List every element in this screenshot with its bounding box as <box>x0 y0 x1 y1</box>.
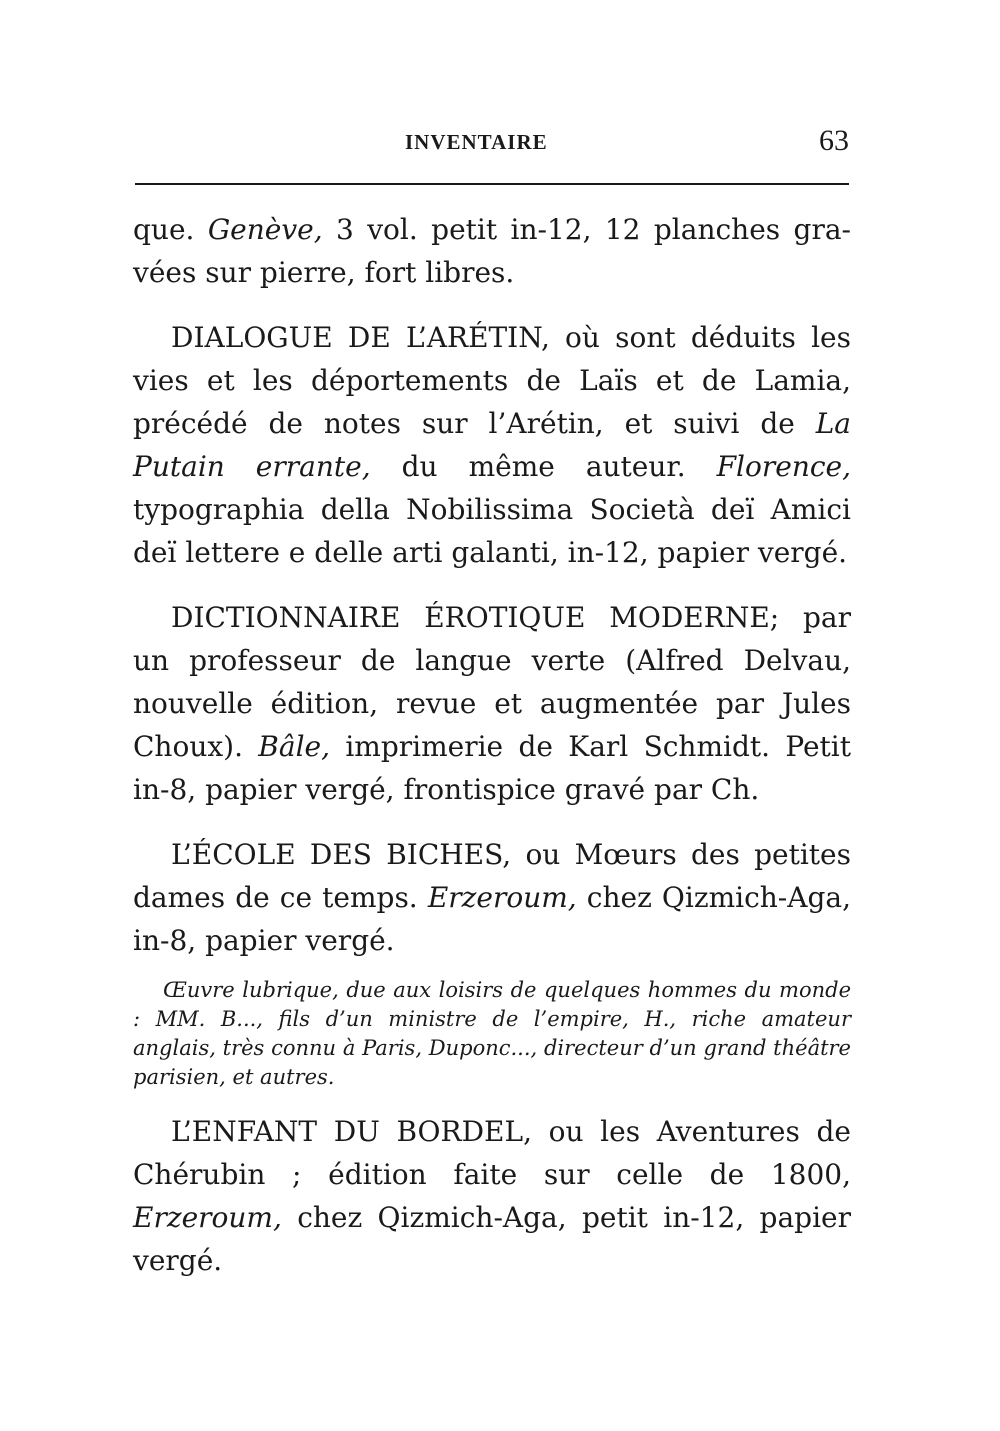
entry-text: L’ÉCOLE DES BICHES, ou Mœurs des petites dames de ce temps. <box>133 838 851 914</box>
entry-place: Erzeroum, <box>133 1201 282 1234</box>
entry-text: chez Qizmich-Aga, petit in-12, papier vergé. <box>133 1201 851 1277</box>
entry-dictionnaire-erotique <box>133 596 851 811</box>
entry-text: que. <box>133 213 208 246</box>
entry-text: chez Qizmich-Aga, in-8, papier vergé. <box>133 881 851 957</box>
running-head <box>133 124 851 164</box>
entry-place: Bâle, <box>258 730 330 763</box>
entry-text: 3 vol. petit in-12, 12 planches gravées sur pierre, fort libres. <box>133 213 851 289</box>
entry-continuation <box>133 208 851 294</box>
header-rule <box>135 183 849 185</box>
entry-place: Florence, <box>716 450 852 483</box>
entry-dialogue-de-laretin <box>133 316 851 574</box>
body-text <box>133 208 851 1282</box>
entry-note: Œuvre lubrique, due aux loisirs de quelques hommes du monde : MM. B..., fils d’un ministre de l’empire, H., riche amateur anglais, très connu à Paris, Duponc..., directeur d’un grand théâtre parisien, et autres. <box>133 978 851 1089</box>
entry-ecole-des-biches <box>133 833 851 962</box>
entry-place: Genève, <box>207 213 323 246</box>
entry-italic-title: La Putain errante, <box>133 407 851 483</box>
entry-text: du même auteur. <box>370 450 717 483</box>
entry-place: Erzeroum, <box>427 881 577 914</box>
entry-text: typographia della Nobilissima Società deï Amici deï lettere e delle arti galanti, in-12, papier vergé. <box>133 493 851 569</box>
page-number: 63 <box>819 124 849 157</box>
entry-text: DIALOGUE DE L’ARÉTIN, où sont déduits les vies et les déportements de Laïs et de Lamia, précédé de notes sur l’Arétin, et suivi de <box>133 321 851 440</box>
entry-text: DICTIONNAIRE ÉROTIQUE MODERNE; par un professeur de langue verte (Alfred Delvau, nouvelle édition, revue et augmentée par Jules Choux). <box>133 601 851 763</box>
book-page <box>133 0 851 1431</box>
entry-text: imprimerie de Karl Schmidt. Petit in-8, papier vergé, frontispice gravé par Ch. <box>133 730 851 806</box>
running-title: INVENTAIRE <box>405 130 548 154</box>
entry-text: L’ENFANT DU BORDEL, ou les Aventures de Chérubin ; édition faite sur celle de 1800, <box>133 1115 851 1191</box>
entry-enfant-du-bordel <box>133 1110 851 1282</box>
